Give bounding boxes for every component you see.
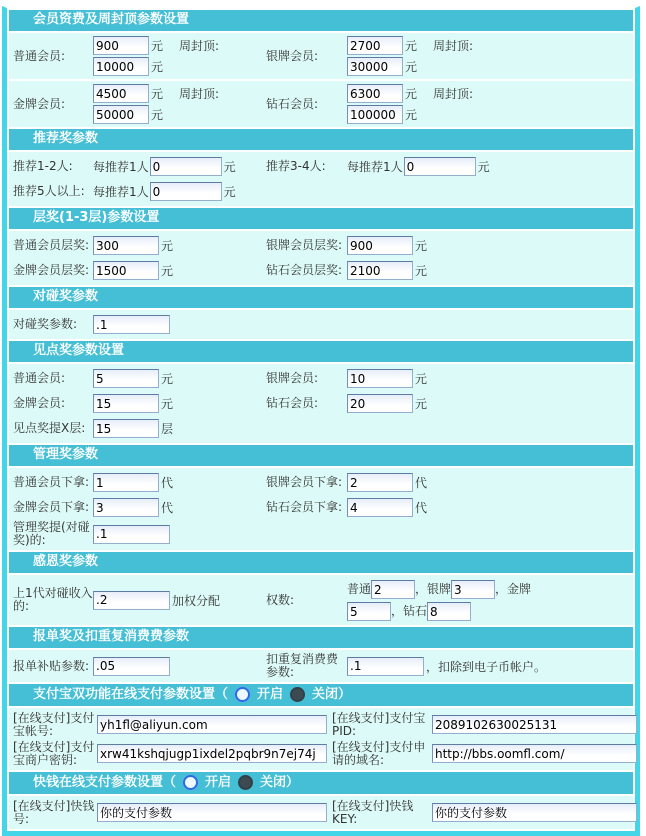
weekly-cap-label: 周封顶: xyxy=(433,39,474,53)
section-alipay xyxy=(9,684,633,770)
silver-gen-label: 银牌会员下拿: xyxy=(266,475,343,489)
dedup-fee-suffix: ，扣除到电子币帐户。 xyxy=(426,659,547,674)
management-row xyxy=(9,520,633,548)
point-reward-row xyxy=(9,391,633,416)
referral-3-4-input[interactable] xyxy=(404,157,476,176)
diamond-point-label: 钻石会员: xyxy=(266,396,319,410)
section-pair-header xyxy=(9,287,633,308)
row-separator xyxy=(9,79,633,81)
management-row xyxy=(9,495,633,520)
yuan-unit: 元 xyxy=(223,185,236,199)
alipay-key-input[interactable] xyxy=(97,744,327,763)
section-title: 支付宝双功能在线支付参数设置 xyxy=(33,686,216,702)
section-layer-body xyxy=(9,231,633,285)
upline-income-label: 上1代对碰收入的: xyxy=(13,586,93,613)
section-gratitude-body xyxy=(9,575,633,625)
referral-1-2-input[interactable] xyxy=(150,157,222,176)
silver-gen-input[interactable] xyxy=(347,473,413,492)
silver-member-fee-input[interactable] xyxy=(347,36,403,55)
silver-point-label: 银牌会员: xyxy=(266,371,319,385)
referral-1-2-label: 推荐1-2人: xyxy=(13,159,73,173)
layer-reward-row xyxy=(9,233,633,258)
yuan-unit: 元 xyxy=(151,87,164,101)
order-row xyxy=(9,652,633,680)
weight-gold-label: ，金牌 xyxy=(495,582,532,596)
generation-unit: 代 xyxy=(415,501,428,515)
diamond-member-label: 钻石会员: xyxy=(266,96,319,111)
yuan-unit: 元 xyxy=(223,160,236,174)
gold-point-label: 金牌会员: xyxy=(13,396,66,410)
section-layer-reward xyxy=(9,208,633,285)
99bill-key-input[interactable] xyxy=(432,803,637,822)
yuan-unit: 元 xyxy=(151,108,164,122)
weight-diamond-input[interactable] xyxy=(427,602,471,621)
pair-bonus-input[interactable] xyxy=(93,315,170,334)
yuan-unit: 元 xyxy=(415,239,428,253)
gold-member-cap-input[interactable] xyxy=(93,105,149,124)
referral-row xyxy=(9,179,633,204)
alipay-pid-label: [在线支付]支付宝PID: xyxy=(332,710,426,738)
gold-point-input[interactable] xyxy=(93,394,159,413)
section-gratitude-reward xyxy=(9,552,633,625)
weight-diamond-label: ，钻石 xyxy=(391,604,428,618)
gold-member-fee-input[interactable] xyxy=(93,84,149,103)
alipay-account-label: [在线支付]支付宝帐号: xyxy=(13,710,95,738)
diamond-member-cap-input[interactable] xyxy=(347,105,403,124)
section-order-header xyxy=(9,627,633,648)
generation-unit: 代 xyxy=(415,476,428,490)
dedup-fee-label: 扣重复消费费参数: xyxy=(266,652,339,679)
alipay-close-radio[interactable] xyxy=(290,687,305,702)
management-rate-input[interactable] xyxy=(93,525,170,544)
99bill-number-label: [在线支付]快钱号: xyxy=(13,798,95,826)
alipay-domain-label: [在线支付]支付申请的域名: xyxy=(332,739,426,767)
99bill-close-label: 关闭） xyxy=(260,774,300,790)
gold-member-fields xyxy=(93,84,266,124)
99bill-row xyxy=(9,798,633,827)
silver-layer-input[interactable] xyxy=(347,236,413,255)
section-title: 感恩奖参数 xyxy=(33,554,99,569)
gratitude-row xyxy=(9,577,633,623)
section-member-fees-header xyxy=(9,10,633,31)
99bill-close-radio[interactable] xyxy=(238,775,253,790)
diamond-gen-label: 钻石会员下拿: xyxy=(266,500,343,514)
normal-member-fields xyxy=(93,36,266,76)
weight-silver-label: ，银牌 xyxy=(415,582,452,596)
member-fee-row xyxy=(9,83,633,125)
diamond-layer-label: 钻石会员层奖: xyxy=(266,263,343,277)
management-rate-label: 管理奖提(对碰奖)的: xyxy=(13,520,90,547)
section-pair-body xyxy=(9,310,633,339)
section-point-header xyxy=(9,341,633,362)
pair-bonus-row xyxy=(9,312,633,337)
section-order-reward xyxy=(9,627,633,682)
gold-gen-label: 金牌会员下拿: xyxy=(13,500,90,514)
section-member-fees xyxy=(9,10,633,127)
alipay-row xyxy=(9,710,633,739)
yuan-unit: 元 xyxy=(161,239,174,253)
point-layers-label: 见点奖提X层: xyxy=(13,421,86,435)
per-referral-label: 每推荐1人 xyxy=(93,185,149,199)
silver-member-cap-input[interactable] xyxy=(347,57,403,76)
section-point-body xyxy=(9,364,633,443)
yuan-unit: 元 xyxy=(405,60,418,74)
dedup-fee-input[interactable] xyxy=(347,657,424,676)
section-gratitude-header xyxy=(9,552,633,573)
99bill-number-input[interactable] xyxy=(97,803,327,822)
99bill-open-radio[interactable] xyxy=(183,775,198,790)
gold-gen-input[interactable] xyxy=(93,498,159,517)
per-referral-label: 每推荐1人 xyxy=(347,160,403,174)
section-referral-body xyxy=(9,152,633,206)
section-99bill-body xyxy=(9,796,633,829)
normal-layer-input[interactable] xyxy=(93,236,159,255)
section-alipay-body xyxy=(9,708,633,770)
section-title: 见点奖参数设置 xyxy=(33,343,125,358)
referral-3-4-label: 推荐3-4人: xyxy=(266,159,326,173)
normal-member-cap-input[interactable] xyxy=(93,57,149,76)
point-layers-input[interactable] xyxy=(93,419,159,438)
point-reward-row xyxy=(9,366,633,391)
section-pair-bonus xyxy=(9,287,633,339)
paren-open: （ xyxy=(163,774,177,790)
member-fee-row xyxy=(9,35,633,77)
normal-member-fee-input[interactable] xyxy=(93,36,149,55)
section-alipay-header xyxy=(9,684,633,706)
normal-point-label: 普通会员: xyxy=(13,371,66,385)
alipay-pid-input[interactable] xyxy=(432,715,637,734)
section-management-reward xyxy=(9,445,633,550)
normal-gen-input[interactable] xyxy=(93,473,159,492)
alipay-open-radio[interactable] xyxy=(235,687,250,702)
diamond-layer-input[interactable] xyxy=(347,261,413,280)
gold-member-label: 金牌会员: xyxy=(13,96,66,111)
section-management-header xyxy=(9,445,633,466)
diamond-member-fields xyxy=(347,84,633,124)
yuan-unit: 元 xyxy=(415,264,428,278)
diamond-member-fee-input[interactable] xyxy=(347,84,403,103)
alipay-account-input[interactable] xyxy=(97,715,327,734)
management-row xyxy=(9,470,633,495)
weight-gold-input[interactable] xyxy=(347,602,391,621)
silver-layer-label: 银牌会员层奖: xyxy=(266,238,343,252)
99bill-key-label: [在线支付]快钱KEY: xyxy=(332,798,414,826)
normal-layer-label: 普通会员层奖: xyxy=(13,238,90,252)
99bill-open-label: 开启 xyxy=(205,774,232,790)
yuan-unit: 元 xyxy=(477,160,490,174)
weights-label: 权数: xyxy=(266,592,295,607)
section-title: 报单奖及扣重复消费费参数 xyxy=(33,629,190,644)
generation-unit: 代 xyxy=(161,501,174,515)
upline-income-input[interactable] xyxy=(93,591,170,610)
generation-unit: 代 xyxy=(161,476,174,490)
yuan-unit: 元 xyxy=(415,372,428,386)
weight-normal-input[interactable] xyxy=(371,580,415,599)
layer-unit: 层 xyxy=(161,422,174,436)
section-member-fees-body xyxy=(9,33,633,127)
weekly-cap-label: 周封顶: xyxy=(179,39,220,53)
referral-row xyxy=(9,154,633,179)
section-referral-reward xyxy=(9,129,633,206)
alipay-open-label: 开启 xyxy=(257,686,284,702)
referral-5plus-label: 推荐5人以上: xyxy=(13,184,85,198)
silver-member-fields xyxy=(347,36,633,76)
section-point-reward xyxy=(9,341,633,443)
settings-form xyxy=(2,6,640,836)
yuan-unit: 元 xyxy=(405,39,418,53)
section-order-body xyxy=(9,650,633,682)
silver-point-input[interactable] xyxy=(347,369,413,388)
weight-normal-label: 普通 xyxy=(347,582,372,596)
point-reward-row xyxy=(9,416,633,441)
section-title: 会员资费及周封顶参数设置 xyxy=(33,12,190,27)
section-title: 管理奖参数 xyxy=(33,447,99,462)
section-99bill xyxy=(9,772,633,829)
section-referral-header xyxy=(9,129,633,150)
order-subsidy-input[interactable] xyxy=(93,657,170,676)
weighted-dist-label: 加权分配 xyxy=(172,593,221,608)
alipay-row xyxy=(9,739,633,768)
section-title: 快钱在线支付参数设置 xyxy=(33,774,164,790)
normal-gen-label: 普通会员下拿: xyxy=(13,475,90,489)
alipay-close-label: 关闭） xyxy=(312,686,352,702)
diamond-gen-input[interactable] xyxy=(347,498,413,517)
section-layer-header xyxy=(9,208,633,229)
order-subsidy-label: 报单补贴参数: xyxy=(13,658,90,673)
alipay-domain-input[interactable] xyxy=(432,744,637,763)
weekly-cap-label: 周封顶: xyxy=(433,87,474,101)
silver-member-label: 银牌会员: xyxy=(266,48,319,63)
section-title: 推荐奖参数 xyxy=(33,131,99,146)
yuan-unit: 元 xyxy=(405,108,418,122)
referral-5plus-input[interactable] xyxy=(150,182,222,201)
yuan-unit: 元 xyxy=(161,264,174,278)
gold-layer-input[interactable] xyxy=(93,261,159,280)
layer-reward-row xyxy=(9,258,633,283)
section-management-body xyxy=(9,468,633,550)
yuan-unit: 元 xyxy=(415,397,428,411)
yuan-unit: 元 xyxy=(161,397,174,411)
normal-point-input[interactable] xyxy=(93,369,159,388)
weekly-cap-label: 周封顶: xyxy=(179,87,220,101)
per-referral-label: 每推荐1人 xyxy=(93,160,149,174)
yuan-unit: 元 xyxy=(151,60,164,74)
weight-silver-input[interactable] xyxy=(451,580,495,599)
diamond-point-input[interactable] xyxy=(347,394,413,413)
alipay-key-label: [在线支付]支付宝商户密钥: xyxy=(13,739,95,767)
normal-member-label: 普通会员: xyxy=(13,48,66,63)
pair-bonus-label: 对碰奖参数: xyxy=(13,317,78,331)
section-title: 对碰奖参数 xyxy=(33,289,99,304)
section-title: 层奖(1-3层)参数设置 xyxy=(33,210,160,225)
section-99bill-header xyxy=(9,772,633,794)
yuan-unit: 元 xyxy=(161,372,174,386)
weights-fields xyxy=(347,578,562,622)
yuan-unit: 元 xyxy=(405,87,418,101)
yuan-unit: 元 xyxy=(151,39,164,53)
gold-layer-label: 金牌会员层奖: xyxy=(13,263,90,277)
paren-open: （ xyxy=(215,686,229,702)
